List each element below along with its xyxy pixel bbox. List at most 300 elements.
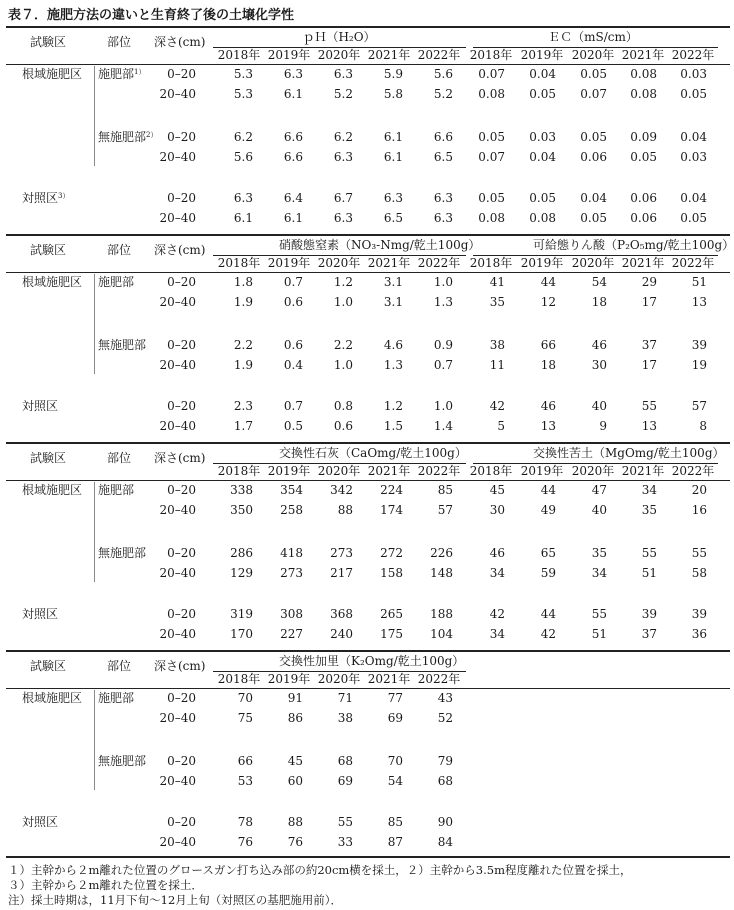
year-header: 2021年 (621, 464, 665, 478)
depth-cell: 0–20 (167, 483, 196, 497)
table-cell: 0.05 (680, 211, 707, 225)
table-cell: 217 (330, 566, 353, 580)
table-cell: 6.3 (433, 191, 453, 205)
year-header: 2019年 (267, 48, 311, 62)
table-cell: 78 (237, 815, 253, 829)
rule-line (6, 64, 730, 65)
table-cell: 2.2 (233, 338, 253, 352)
table-cell: 44 (540, 275, 556, 289)
table-cell: 1.2 (333, 275, 353, 289)
year-header: 2020年 (571, 464, 615, 478)
table-cell: 6.5 (383, 211, 403, 225)
year-header: 2022年 (417, 48, 461, 62)
table-cell: 45 (287, 754, 303, 768)
year-header: 2018年 (469, 48, 513, 62)
table-cell: 0.09 (630, 130, 657, 144)
table-cell: 76 (287, 835, 303, 849)
table-cell: 6.1 (283, 211, 303, 225)
group-bracket (94, 482, 95, 582)
table-cell: 6.1 (283, 87, 303, 101)
table-cell: 5.2 (333, 87, 353, 101)
table-cell: 49 (540, 503, 556, 517)
row-label-fert: 施肥部 (98, 483, 135, 497)
footnote: 注）採土時期は，11月下旬～12月上旬（対照区の基肥施用前）． (8, 893, 343, 907)
table-cell: 30 (489, 503, 505, 517)
group-title: ｐＨ（H₂O） (302, 30, 376, 44)
table-cell: 17 (641, 295, 657, 309)
table-cell: 57 (437, 503, 453, 517)
table-cell: 91 (287, 691, 303, 705)
row-label-nofert: 無施肥部 (98, 754, 147, 768)
table-cell: 54 (387, 774, 403, 788)
table-cell: 35 (641, 503, 657, 517)
header-plot: 試験区 (30, 35, 67, 49)
table-cell: 273 (280, 566, 303, 580)
table-cell: 0.04 (680, 191, 707, 205)
table-cell: 240 (330, 627, 353, 641)
table-cell: 0.04 (529, 150, 556, 164)
table-cell: 129 (230, 566, 253, 580)
table-cell: 319 (230, 607, 253, 621)
group-bracket (94, 66, 95, 166)
row-label-nofert: 無施肥部 (98, 546, 147, 560)
table-cell: 69 (387, 711, 403, 725)
table-cell: 6.1 (233, 211, 253, 225)
table-cell: 0.03 (680, 67, 707, 81)
table-cell: 1.7 (233, 419, 253, 433)
table-cell: 4.6 (383, 338, 403, 352)
table-cell: 0.7 (283, 275, 303, 289)
table-cell: 338 (230, 483, 253, 497)
table-cell: 0.05 (478, 130, 505, 144)
table-cell: 418 (280, 546, 303, 560)
year-header: 2020年 (317, 672, 361, 686)
table-cell: 6.3 (433, 211, 453, 225)
rule-line (6, 234, 730, 236)
table-cell: 6.5 (433, 150, 453, 164)
table-cell: 13 (691, 295, 707, 309)
year-header: 2018年 (217, 672, 261, 686)
table-cell: 88 (337, 503, 353, 517)
table-cell: 70 (387, 754, 403, 768)
table-cell: 5.8 (383, 87, 403, 101)
year-header: 2021年 (367, 464, 411, 478)
header-depth: 深さ(cm) (154, 451, 206, 465)
depth-cell: 0–20 (167, 754, 196, 768)
table-cell: 20 (691, 483, 707, 497)
table-cell: 39 (691, 338, 707, 352)
table-cell: 6.4 (283, 191, 303, 205)
table-cell: 12 (540, 295, 556, 309)
table-title: 表７．施肥方法の違いと生育終了後の土壌化学性 (8, 8, 295, 23)
table-cell: 9 (599, 419, 607, 433)
row-label-control: 対照区$^{3)}$ (22, 191, 70, 205)
table-cell: 65 (540, 546, 556, 560)
table-cell: 39 (691, 607, 707, 621)
table-cell: 354 (280, 483, 303, 497)
row-label-root: 根域施肥区 (22, 67, 83, 81)
table-cell: 308 (280, 607, 303, 621)
table-cell: 35 (591, 546, 607, 560)
depth-cell: 20–40 (159, 566, 196, 580)
table-cell: 0.7 (433, 358, 453, 372)
table-cell: 60 (287, 774, 303, 788)
table-cell: 227 (280, 627, 303, 641)
year-header: 2020年 (317, 256, 361, 270)
table-cell: 0.9 (433, 338, 453, 352)
header-depth: 深さ(cm) (154, 35, 206, 49)
table-cell: 51 (641, 566, 657, 580)
table-cell: 6.3 (283, 67, 303, 81)
table-cell: 0.05 (630, 150, 657, 164)
year-header: 2020年 (571, 48, 615, 62)
table-cell: 0.4 (283, 358, 303, 372)
depth-cell: 0–20 (167, 399, 196, 413)
table-cell: 0.06 (630, 191, 657, 205)
table-cell: 5.9 (383, 67, 403, 81)
row-label-control: 対照区 (22, 399, 59, 413)
table-cell: 6.3 (383, 191, 403, 205)
depth-cell: 20–40 (159, 87, 196, 101)
table-cell: 29 (641, 275, 657, 289)
depth-cell: 20–40 (159, 358, 196, 372)
table-cell: 1.4 (433, 419, 453, 433)
table-cell: 0.05 (478, 191, 505, 205)
footnote-marker: 3） (58, 192, 70, 200)
table-cell: 41 (489, 275, 505, 289)
table-cell: 170 (230, 627, 253, 641)
row-label-nofert: 無施肥部 (98, 338, 147, 352)
footnote: ３）主幹から２m離れた位置を採土． (8, 878, 203, 892)
table-cell: 75 (237, 711, 253, 725)
table-cell: 0.05 (680, 87, 707, 101)
table-cell: 0.08 (478, 87, 505, 101)
table-cell: 273 (330, 546, 353, 560)
group-title: 硝酸態窒素（NO₃-Nmg/乾土100g） (279, 238, 481, 252)
group-title: ＥＣ（mS/cm） (548, 30, 638, 44)
table-cell: 0.7 (283, 399, 303, 413)
depth-cell: 0–20 (167, 191, 196, 205)
table-cell: 104 (430, 627, 453, 641)
table-cell: 0.05 (580, 130, 607, 144)
year-header: 2021年 (367, 256, 411, 270)
table-cell: 1.3 (383, 358, 403, 372)
table-cell: 79 (437, 754, 453, 768)
table-cell: 0.5 (283, 419, 303, 433)
year-header: 2021年 (367, 48, 411, 62)
table-cell: 44 (540, 607, 556, 621)
depth-cell: 20–40 (159, 835, 196, 849)
table-cell: 6.6 (283, 130, 303, 144)
table-cell: 175 (380, 627, 403, 641)
table-cell: 1.3 (433, 295, 453, 309)
table-cell: 57 (691, 399, 707, 413)
year-header: 2019年 (520, 464, 564, 478)
depth-cell: 20–40 (159, 295, 196, 309)
table-cell: 34 (641, 483, 657, 497)
table-cell: 40 (591, 503, 607, 517)
row-label-fert: 施肥部 (98, 691, 135, 705)
table-cell: 1.0 (433, 399, 453, 413)
table-cell: 0.08 (630, 87, 657, 101)
table-cell: 2.3 (233, 399, 253, 413)
table-cell: 11 (489, 358, 505, 372)
depth-cell: 0–20 (167, 607, 196, 621)
table-cell: 0.04 (680, 130, 707, 144)
row-label-root: 根域施肥区 (22, 275, 83, 289)
year-header: 2018年 (469, 256, 513, 270)
depth-cell: 20–40 (159, 211, 196, 225)
table-cell: 54 (591, 275, 607, 289)
table-cell: 33 (337, 835, 353, 849)
rule-line (6, 650, 730, 652)
table-cell: 148 (430, 566, 453, 580)
table-cell: 258 (280, 503, 303, 517)
table-cell: 35 (489, 295, 505, 309)
rule-line (6, 272, 730, 273)
rule-line (6, 442, 730, 444)
table-cell: 0.06 (580, 150, 607, 164)
depth-cell: 0–20 (167, 546, 196, 560)
table-cell: 6.7 (333, 191, 353, 205)
year-header: 2020年 (317, 48, 361, 62)
header-part: 部位 (107, 451, 132, 465)
row-label-root: 根域施肥区 (22, 483, 83, 497)
table-cell: 90 (437, 815, 453, 829)
table-cell: 84 (437, 835, 453, 849)
table-cell: 85 (387, 815, 403, 829)
table-cell: 16 (691, 503, 707, 517)
footnote: １）主幹から２m離れた位置のグロースガン打ち込み部の約20cm横を採土，２）主幹から3.5m程度離れた位置を採土， (8, 863, 632, 877)
table-cell: 6.3 (333, 67, 353, 81)
table-cell: 1.0 (333, 295, 353, 309)
group-bracket (94, 274, 95, 374)
year-header: 2022年 (417, 464, 461, 478)
year-header: 2019年 (267, 672, 311, 686)
table-cell: 6.6 (433, 130, 453, 144)
table-cell: 55 (641, 546, 657, 560)
table-cell: 342 (330, 483, 353, 497)
depth-cell: 20–40 (159, 711, 196, 725)
year-header: 2021年 (621, 256, 665, 270)
table-cell: 6.3 (233, 191, 253, 205)
table-cell: 1.5 (383, 419, 403, 433)
footnote-marker: 1） (134, 68, 146, 76)
rule-line (6, 26, 730, 28)
table-cell: 8 (699, 419, 707, 433)
table-cell: 0.07 (478, 150, 505, 164)
header-depth: 深さ(cm) (154, 659, 206, 673)
table-cell: 0.6 (333, 419, 353, 433)
table-cell: 272 (380, 546, 403, 560)
table-cell: 6.3 (333, 150, 353, 164)
table-cell: 66 (540, 338, 556, 352)
table-cell: 0.6 (283, 295, 303, 309)
depth-cell: 0–20 (167, 815, 196, 829)
table-cell: 13 (540, 419, 556, 433)
table-cell: 46 (591, 338, 607, 352)
table-cell: 3.1 (383, 295, 403, 309)
table-cell: 55 (337, 815, 353, 829)
table-cell: 174 (380, 503, 403, 517)
table-cell: 40 (591, 399, 607, 413)
table-cell: 36 (691, 627, 707, 641)
table-cell: 30 (591, 358, 607, 372)
table-cell: 1.0 (333, 358, 353, 372)
table-cell: 85 (437, 483, 453, 497)
table-cell: 5.6 (433, 67, 453, 81)
depth-cell: 0–20 (167, 275, 196, 289)
year-header: 2019年 (520, 256, 564, 270)
depth-cell: 0–20 (167, 338, 196, 352)
table-cell: 1.9 (233, 358, 253, 372)
table-cell: 77 (387, 691, 403, 705)
table-cell: 286 (230, 546, 253, 560)
table-cell: 59 (540, 566, 556, 580)
header-part: 部位 (107, 659, 132, 673)
year-header: 2020年 (317, 464, 361, 478)
table-cell: 2.2 (333, 338, 353, 352)
table-cell: 39 (641, 607, 657, 621)
year-header: 2019年 (267, 464, 311, 478)
table-cell: 34 (489, 627, 505, 641)
group-bracket (94, 690, 95, 790)
year-header: 2019年 (267, 256, 311, 270)
table-cell: 37 (641, 338, 657, 352)
table-cell: 38 (337, 711, 353, 725)
table-cell: 0.07 (478, 67, 505, 81)
table-cell: 43 (437, 691, 453, 705)
table-cell: 55 (591, 607, 607, 621)
table-cell: 226 (430, 546, 453, 560)
table-cell: 34 (489, 566, 505, 580)
table-cell: 0.08 (478, 211, 505, 225)
header-depth: 深さ(cm) (154, 243, 206, 257)
header-part: 部位 (107, 35, 132, 49)
year-header: 2019年 (520, 48, 564, 62)
table-cell: 6.2 (333, 130, 353, 144)
table-cell: 52 (437, 711, 453, 725)
depth-cell: 20–40 (159, 419, 196, 433)
group-title: 交換性苦土（MgOmg/乾土100g） (533, 446, 725, 460)
table-cell: 224 (380, 483, 403, 497)
table-cell: 51 (691, 275, 707, 289)
table-cell: 53 (237, 774, 253, 788)
table-cell: 68 (337, 754, 353, 768)
table-cell: 5.6 (233, 150, 253, 164)
table-cell: 1.2 (383, 399, 403, 413)
table-cell: 0.06 (630, 211, 657, 225)
table-cell: 6.1 (383, 150, 403, 164)
table-cell: 6.3 (333, 211, 353, 225)
table-cell: 368 (330, 607, 353, 621)
table-cell: 87 (387, 835, 403, 849)
table-cell: 13 (641, 419, 657, 433)
footnote-marker: 2） (146, 131, 158, 139)
row-label-fert: 施肥部$^{1)}$ (98, 67, 146, 81)
year-header: 2018年 (217, 464, 261, 478)
rule-line (6, 856, 730, 858)
year-header: 2021年 (367, 672, 411, 686)
table-cell: 5.3 (233, 67, 253, 81)
table-cell: 3.1 (383, 275, 403, 289)
group-title: 交換性石灰（CaOmg/乾土100g） (279, 446, 467, 460)
table-cell: 17 (641, 358, 657, 372)
year-header: 2018年 (217, 48, 261, 62)
row-label-fert: 施肥部 (98, 275, 135, 289)
table-cell: 0.6 (283, 338, 303, 352)
depth-cell: 20–40 (159, 774, 196, 788)
depth-cell: 0–20 (167, 130, 196, 144)
year-header: 2018年 (217, 256, 261, 270)
table-cell: 46 (489, 546, 505, 560)
depth-cell: 20–40 (159, 503, 196, 517)
table-cell: 68 (437, 774, 453, 788)
table-cell: 86 (287, 711, 303, 725)
table-cell: 58 (691, 566, 707, 580)
table-cell: 5.2 (433, 87, 453, 101)
table-cell: 71 (337, 691, 353, 705)
table-cell: 76 (237, 835, 253, 849)
row-label-root: 根域施肥区 (22, 691, 83, 705)
table-cell: 19 (691, 358, 707, 372)
year-header: 2022年 (671, 48, 715, 62)
table-cell: 18 (591, 295, 607, 309)
table-cell: 38 (489, 338, 505, 352)
row-label-control: 対照区 (22, 607, 59, 621)
rule-line (6, 688, 730, 689)
depth-cell: 0–20 (167, 691, 196, 705)
header-plot: 試験区 (30, 659, 67, 673)
table-cell: 66 (237, 754, 253, 768)
year-header: 2021年 (621, 48, 665, 62)
header-plot: 試験区 (30, 451, 67, 465)
group-title: 可給態りん酸（P₂O₅mg/乾土100g） (533, 238, 734, 252)
table-cell: 158 (380, 566, 403, 580)
table-cell: 46 (540, 399, 556, 413)
table-cell: 5.3 (233, 87, 253, 101)
table-cell: 18 (540, 358, 556, 372)
table-cell: 6.2 (233, 130, 253, 144)
table-cell: 69 (337, 774, 353, 788)
table-cell: 6.1 (383, 130, 403, 144)
table-cell: 88 (287, 815, 303, 829)
table-cell: 0.05 (529, 87, 556, 101)
table-cell: 0.08 (529, 211, 556, 225)
table-cell: 6.6 (283, 150, 303, 164)
table-cell: 1.0 (433, 275, 453, 289)
row-label-control: 対照区 (22, 815, 59, 829)
table-cell: 0.05 (529, 191, 556, 205)
table-cell: 51 (591, 627, 607, 641)
year-header: 2022年 (417, 672, 461, 686)
table-cell: 350 (230, 503, 253, 517)
depth-cell: 20–40 (159, 150, 196, 164)
table-cell: 42 (489, 399, 505, 413)
table-cell: 44 (540, 483, 556, 497)
table-cell: 45 (489, 483, 505, 497)
depth-cell: 20–40 (159, 627, 196, 641)
header-part: 部位 (107, 243, 132, 257)
table-cell: 0.04 (580, 191, 607, 205)
table-cell: 0.07 (580, 87, 607, 101)
table-cell: 1.8 (233, 275, 253, 289)
table-cell: 42 (540, 627, 556, 641)
table-cell: 34 (591, 566, 607, 580)
table-cell: 37 (641, 627, 657, 641)
year-header: 2022年 (671, 256, 715, 270)
year-header: 2020年 (571, 256, 615, 270)
